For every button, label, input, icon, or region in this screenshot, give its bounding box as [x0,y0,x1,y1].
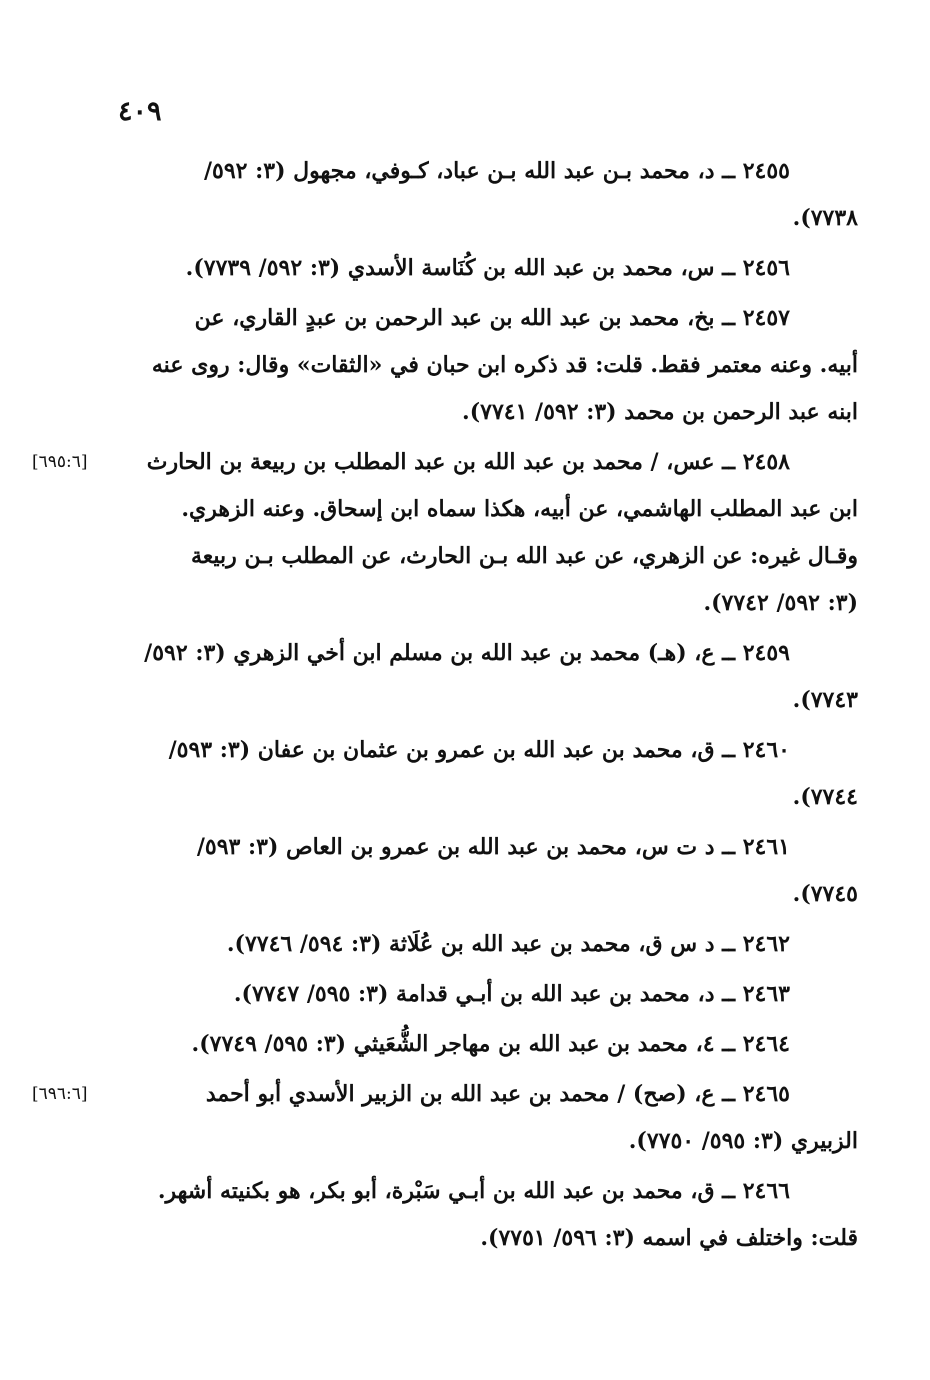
entry-line: ٢٤٦٤ ــ ٤، محمد بن عبد الله بن مهاجر الشُّعَيثي (٣: ٥٩٥/ ٧٧٤٩). [191,1031,790,1057]
entry-2458 [32,439,858,627]
entry-line: ٧٧٣٨). [792,205,858,231]
entry-2461 [128,824,858,918]
entry-line: الزبيري (٣: ٥٩٥/ ٧٧٥٠). [628,1128,858,1154]
page-number: ٤٠٩ [118,96,162,127]
entry-line: وقـال غيره: عن الزهري، عن عبد الله بـن الحارث، عن المطلب بـن ربيعة [190,543,858,569]
entry-2456 [128,245,858,292]
entry-line: ٢٤٦٥ ــ ع، (صح) / محمد بن عبد الله بن الزبير الأسدي أبو أحمد [205,1081,790,1107]
entry-2465 [32,1071,858,1165]
entry-2459 [128,630,858,724]
entry-line: قلت: واختلف في اسمه (٣: ٥٩٦/ ٧٧٥١). [480,1225,858,1251]
entry-line: ٢٤٥٦ ــ س، محمد بن عبد الله بن كُنَاسة الأسدي (٣: ٥٩٢/ ٧٧٣٩). [185,255,790,281]
entry-line: ٢٤٦١ ــ د ت س، محمد بن عبد الله بن عمرو بن العاص (٣: ٥٩٣/ [196,834,790,860]
entries-list [32,148,858,1265]
entry-line: ٢٤٥٩ ــ ع، (هـ) محمد بن عبد الله بن مسلم ابن أخي الزهري (٣: ٥٩٢/ [144,640,790,666]
entry-2464 [128,1021,858,1068]
entry-line: ابنه عبد الرحمن بن محمد (٣: ٥٩٢/ ٧٧٤١). [462,399,858,425]
entry-line: أبيه. وعنه معتمر فقط. قلت: قد ذكره ابن حبان في «الثقات» وقال: روى عنه [151,352,858,378]
entry-line: ٢٤٥٨ ــ عس، / محمد بن عبد الله بن عبد المطلب بن ربيعة بن الحارث [146,449,790,475]
entry-2463 [128,971,858,1018]
entry-line: ٢٤٦٠ ــ ق، محمد بن عبد الله بن عمرو بن عثمان بن عفان (٣: ٥٩٣/ [168,737,790,763]
entry-line: ٢٤٦٢ ــ د س ق، محمد بن عبد الله بن عُلَاثة (٣: ٥٩٤/ ٧٧٤٦). [226,931,790,957]
entry-line: ٧٧٤٥). [792,881,858,907]
entry-2457 [128,295,858,436]
entry-line: ٢٤٦٦ ــ ق، محمد بن عبد الله بن أبـي سَبْرة، أبو بكر، هو بكنيته أشهر. [157,1178,790,1204]
entry-line: ٢٤٦٣ ــ د، محمد بن عبد الله بن أبـي قدامة (٣: ٥٩٥/ ٧٧٤٧). [233,981,790,1007]
marginal-reference: [٦٩٥:٦] [32,452,88,472]
entry-line: (٣: ٥٩٢/ ٧٧٤٢). [703,590,858,616]
entry-line: ٧٧٤٤). [792,784,858,810]
entry-2466 [128,1168,858,1262]
entry-line: ٢٤٥٧ ــ بخ، محمد بن عبد الله بن عبد الرحمن بن عبدٍ القاري، عن [194,305,790,331]
entry-2455 [128,148,858,242]
entry-2460 [128,727,858,821]
entry-line: ٢٤٥٥ ــ د، محمد بـن عبد الله بـن عباد، كـوفي، مجهول (٣: ٥٩٢/ [204,158,790,184]
entry-line: ٧٧٤٣). [792,687,858,713]
marginal-reference: [٦٩٦:٦] [32,1084,88,1104]
entry-line: ابن عبد المطلب الهاشمي، عن أبيه، هكذا سماه ابن إسحاق. وعنه الزهري. [181,496,858,522]
entry-2462 [128,921,858,968]
